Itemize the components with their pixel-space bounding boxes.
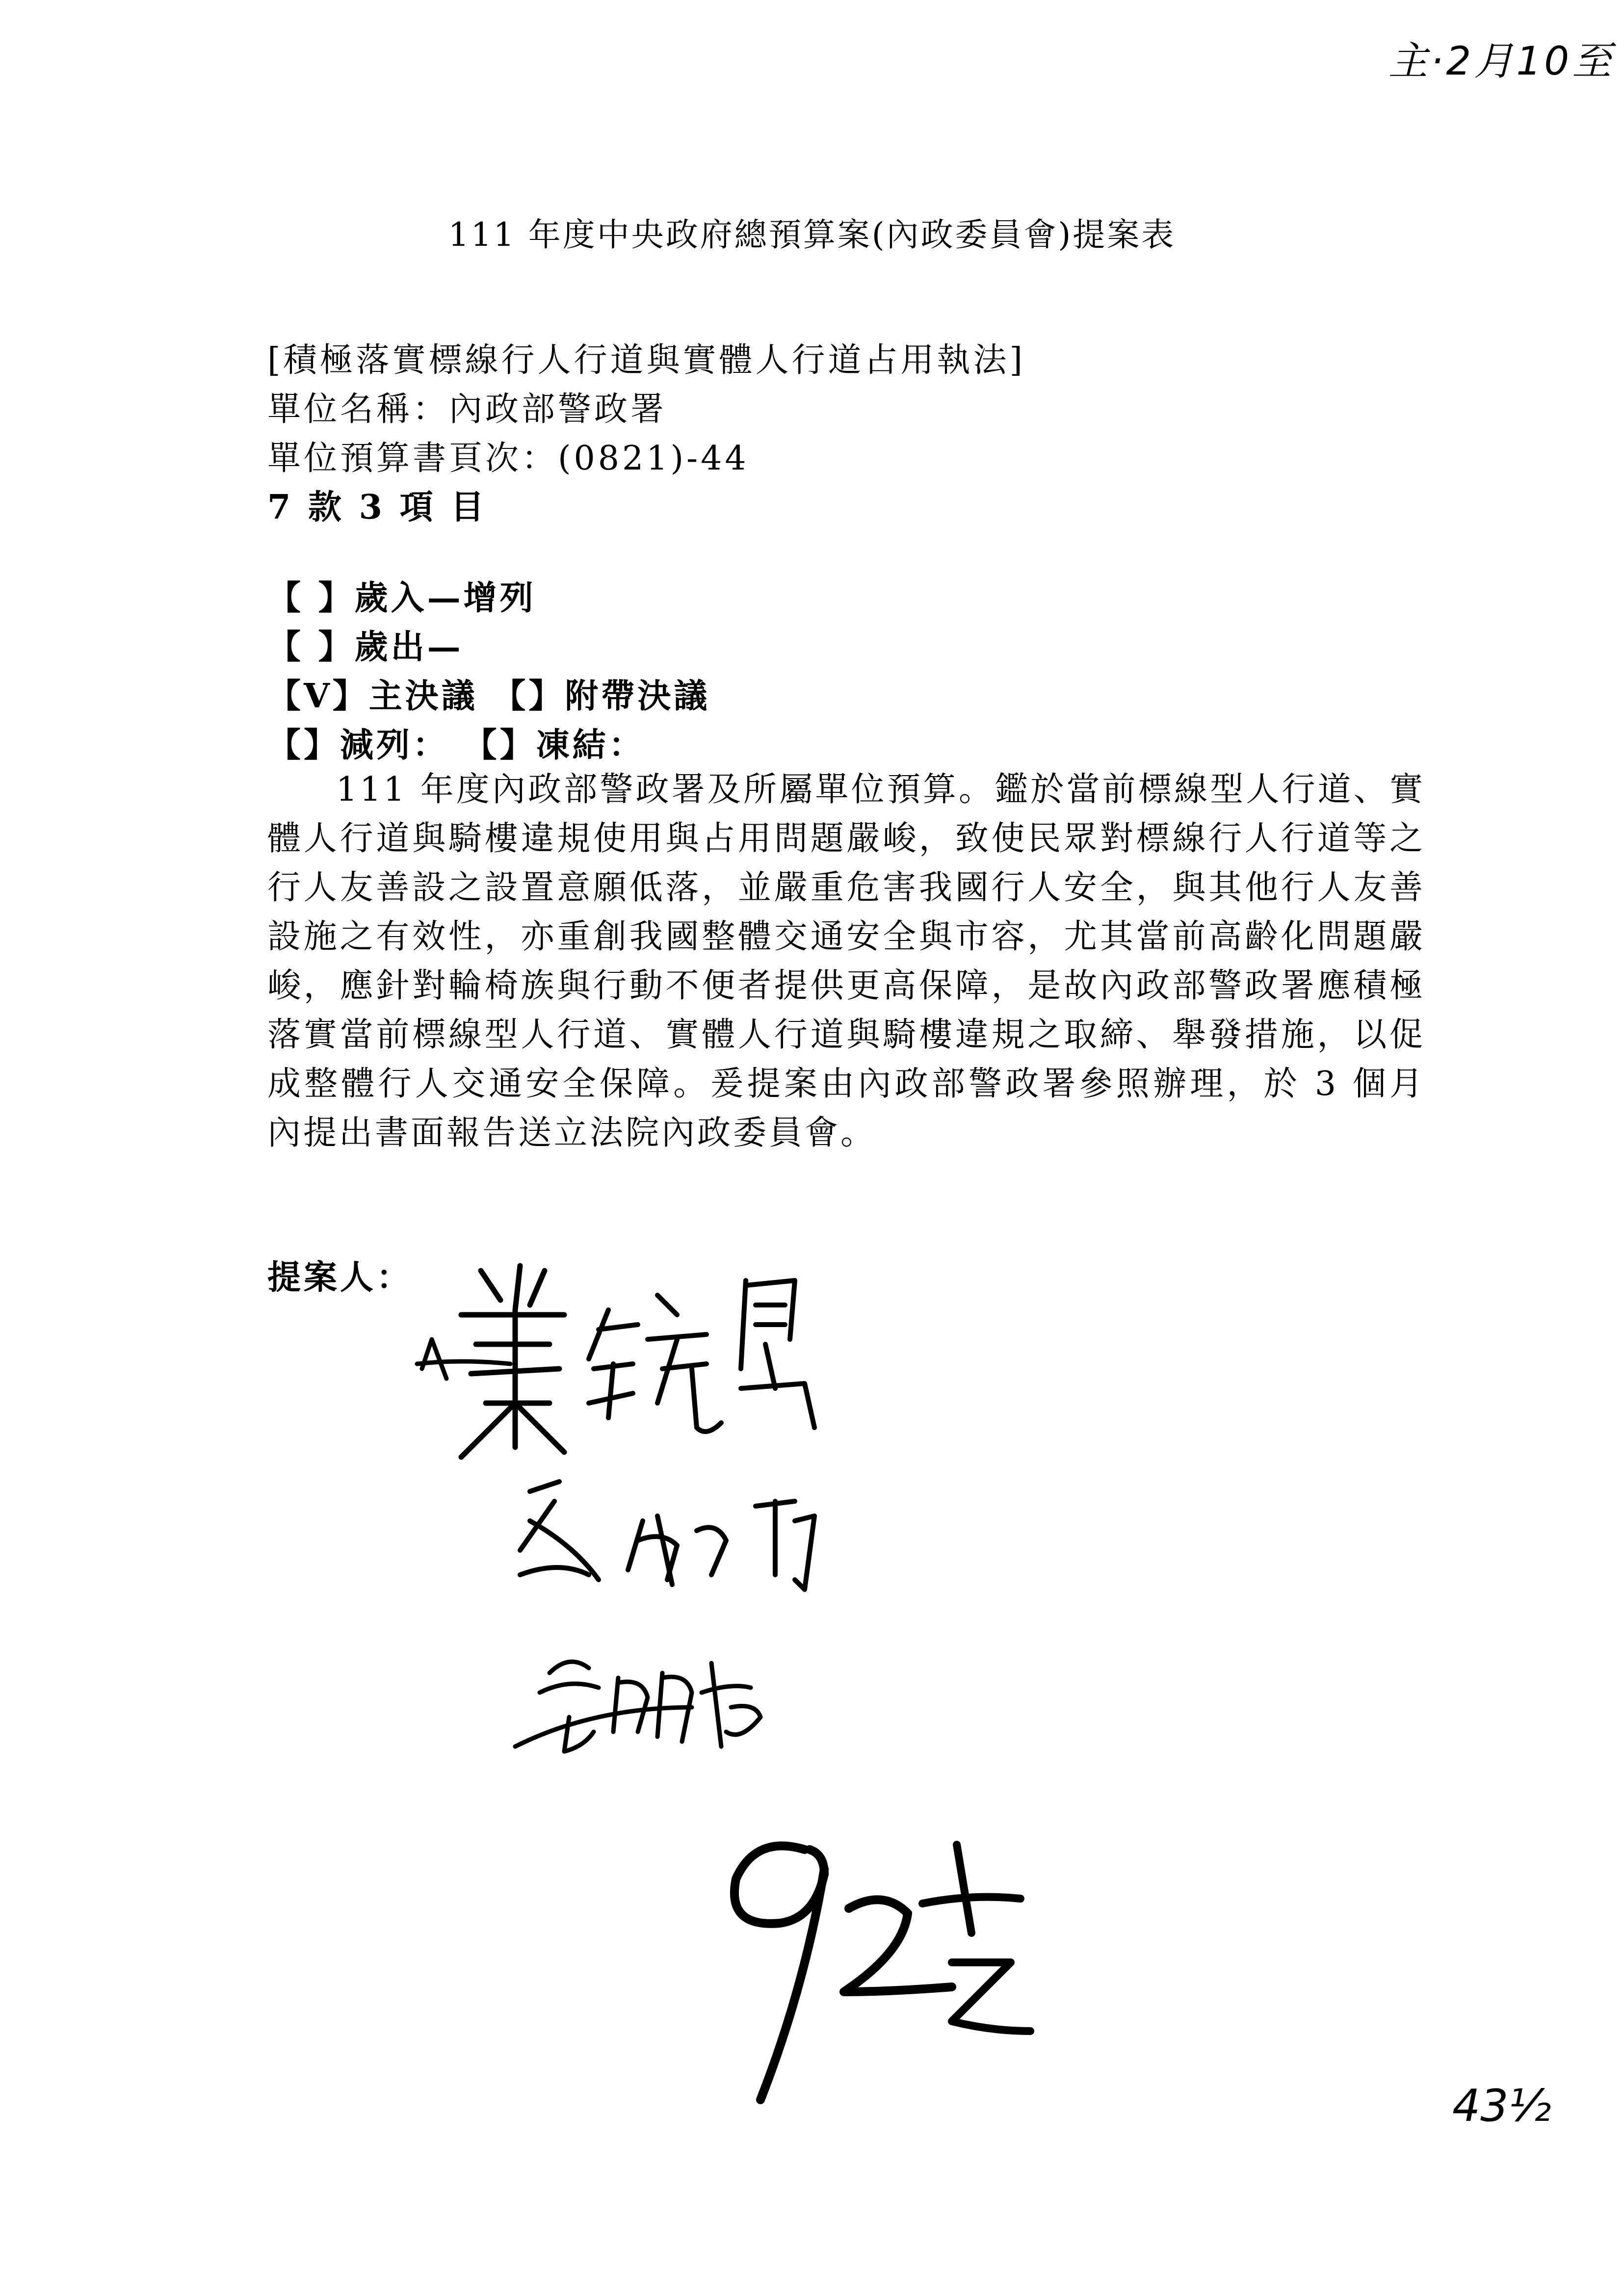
signature-2 bbox=[500, 1462, 844, 1599]
page-title: 111 年度中央政府總預算案(內政委員會)提案表 bbox=[448, 216, 1176, 254]
option-reduce-freeze: 【】減列： 【】凍結： bbox=[267, 726, 645, 765]
option-resolution: 【V】主決議 【】附帶決議 bbox=[267, 677, 710, 716]
budget-page-ref: 單位預算書頁次：(0821)-44 bbox=[267, 439, 749, 478]
handwritten-top-note: 主·2月10至 bbox=[1388, 38, 1615, 84]
option-revenue-increase: 【 】歲入—增列 bbox=[267, 578, 536, 618]
handwritten-page-note: 43½ bbox=[1452, 2080, 1551, 2132]
signature-3 bbox=[496, 1634, 814, 1771]
proposal-body: 111 年度內政部警政署及所屬單位預算。鑑於當前標線型人行道、實體人行道與騎樓違規使用與占用問題嚴峻，致使民眾對標線行人行道等之行人友善設之設置意願低落，並嚴重危害我國行人安全，與其他行人友善設施之有效性，亦重創我國整體交通安全與市容，尤其當前高齡化問題嚴峻，應針對輪椅族與行動不便者提供更高保障，是故內政部警政署應積極落實當前標線型人行道、實體人行道與騎樓違規之取締、舉發措施，以促成整體行人交通安全保障。爰提案由內政部警政署參照辦理，於 3 個月內提出書面報告送立法院內政委員會。 bbox=[267, 770, 1425, 1152]
item-reference: 7 款 3 項 目 bbox=[267, 488, 487, 527]
handwritten-number bbox=[677, 1815, 1050, 2119]
unit-name: 單位名稱：內政部警政署 bbox=[267, 390, 667, 429]
option-expenditure: 【 】歲出— bbox=[267, 627, 464, 667]
proposer-label: 提案人： bbox=[267, 1258, 413, 1297]
proposal-subject: [積極落實標線行人行道與實體人行道占用執法] bbox=[267, 341, 1026, 380]
signature-1 bbox=[402, 1241, 844, 1462]
